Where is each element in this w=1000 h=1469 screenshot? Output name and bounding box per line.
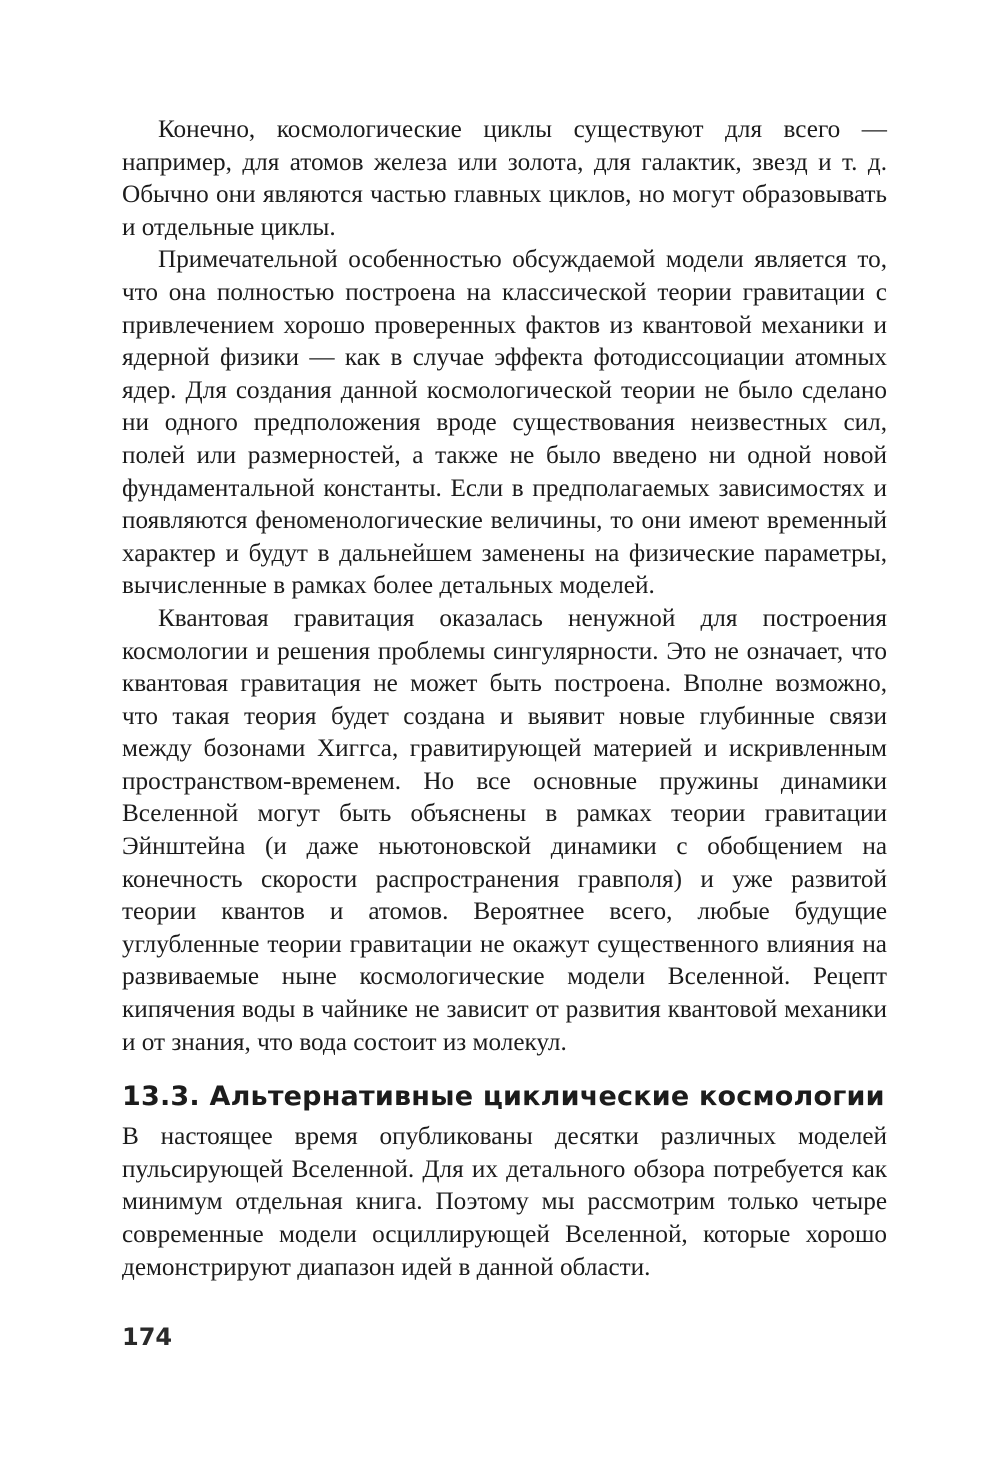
page-number: 174 [122, 1323, 173, 1351]
page-text [122, 114, 887, 1284]
body-paragraph-1: Конечно, космологические циклы существуют для всего — например, для атомов железа или золота, для галактик, звезд и т. д. Обычно они являются частью главных циклов, но могут образовывать и отдельные циклы. [122, 116, 887, 241]
body-paragraph-3: Квантовая гравитация оказалась ненужной для построения космологии и решения проблемы сингулярности. Это не означает, что квантовая гравитация не может быть построена. Вполне возможно, что такая теория будет создана и выявит новые глубинные связи между бозонами Хиггса, гравитирующей материей и искривленным пространством-временем. Но все основные пружины динамики Вселенной могут быть объяснены в рамках теории гравитации Эйнштейна (и даже ньютоновской динамики с обобщением на конечность скорости распространения гравполя) и уже развитой теории квантов и атомов. Вероятнее всего, любые будущие углубленные теории гравитации не окажут существенного влияния на развиваемые ныне космологические модели Вселенной. Рецепт кипячения воды в чайнике не зависит от развития квантовой механики и от знания, что вода состоит из молекул. [122, 604, 887, 1056]
body-paragraph-2: Примечательной особенностью обсуждаемой модели является то, что она полностью построена на классической теории гравитации с привлечением хорошо проверенных фактов из квантовой механики и ядерной физики — как в случае эффекта фотодиссоциации атомных ядер. Для создания данной космологической теории не было сделано ни одного предположения вроде существования неизвестных сил, полей или размерностей, а также не было введено ни одной новой фундаментальной константы. Если в предполагаемых зависимостях и появляются феноменологические величины, то они имеют временный характер и будут в дальнейшем заменены на физические параметры, вычисленные в рамках более детальных моделей. [122, 246, 887, 600]
section-paragraph: В настоящее время опубликованы десятки различных моделей пульсирующей Вселенной. Для их детального обзора потребуется как минимум отдельная книга. Поэтому мы рассмотрим только четыре современные модели осциллирующей Вселенной, которые хорошо демонстрируют диапазон идей в данной области. [122, 1123, 887, 1281]
section-heading: 13.3. Альтернативные циклические космологии [122, 1081, 885, 1113]
